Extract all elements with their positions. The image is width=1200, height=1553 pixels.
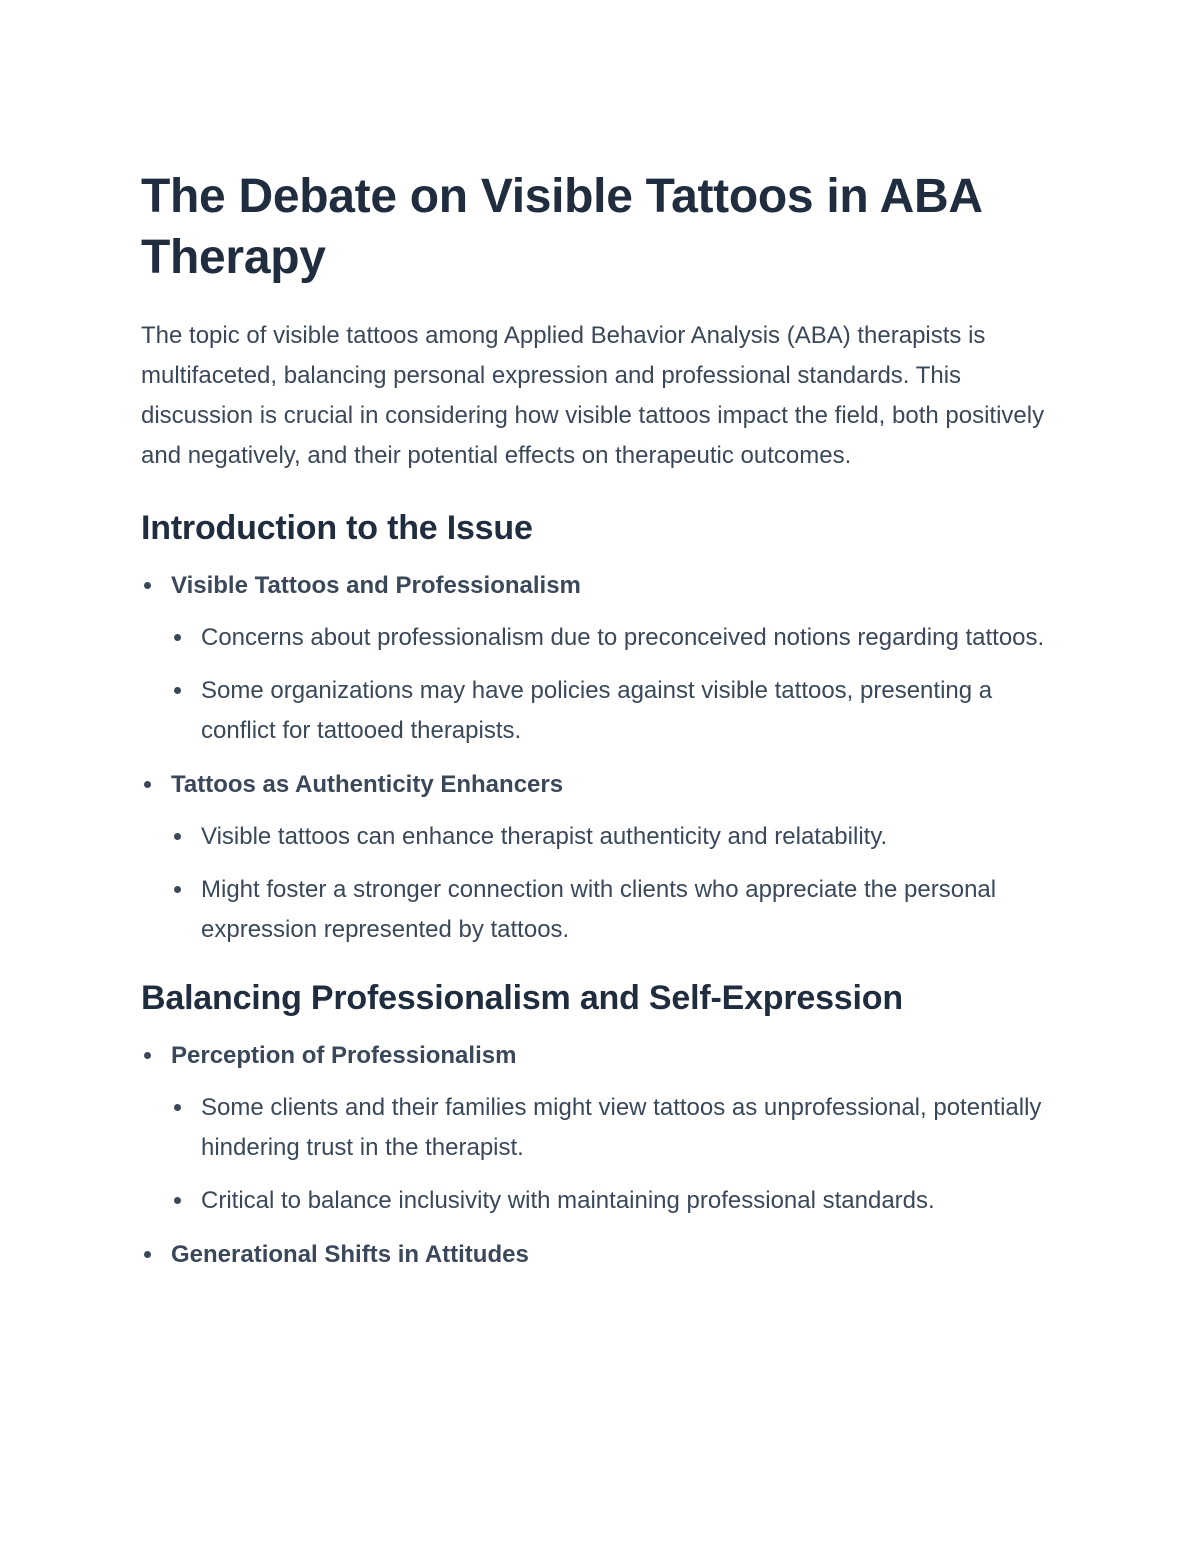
section-heading: Balancing Professionalism and Self-Expression (141, 979, 903, 1017)
sub-list-item-text: Might foster a stronger connection with clients who appreciate the personal expression represented by tattoos. (201, 876, 997, 943)
sub-list (171, 618, 1071, 751)
sub-list-item (171, 618, 1071, 658)
bullet-icon (174, 886, 181, 893)
sub-list-item-text: Visible tattoos can enhance therapist authenticity and relatability. (201, 823, 888, 850)
bullet-icon (174, 1104, 181, 1111)
list-item-label: Visible Tattoos and Professionalism (171, 572, 581, 599)
document-title: The Debate on Visible Tattoos in ABA Therapy (141, 170, 981, 284)
section-list (141, 566, 1071, 950)
bullet-icon (144, 781, 151, 788)
list-item-label: Generational Shifts in Attitudes (171, 1241, 529, 1268)
list-item (141, 566, 1071, 751)
intro-paragraph: The topic of visible tattoos among Applied Behavior Analysis (ABA) therapists is multifaceted, balancing personal expression and professional standards. This discussion is crucial in considering how visible tattoos impact the field, both positively and negatively, and their potential effects on therapeutic outcomes. (141, 322, 1045, 469)
sub-list-item-text: Some clients and their families might view tattoos as unprofessional, potentially hindering trust in the therapist. (201, 1094, 1042, 1161)
list-item (141, 765, 1071, 950)
sub-list (171, 817, 1071, 950)
list-item-label: Tattoos as Authenticity Enhancers (171, 771, 564, 798)
sub-list-item (171, 1181, 1071, 1221)
list-item (141, 1036, 1071, 1221)
sub-list-item (171, 671, 1071, 751)
bullet-icon (144, 582, 151, 589)
sub-list-item (171, 870, 1071, 950)
section-list (141, 1036, 1071, 1275)
bullet-icon (174, 634, 181, 641)
list-item (141, 1235, 1071, 1275)
list-item-label: Perception of Professionalism (171, 1042, 517, 1069)
bullet-icon (174, 1197, 181, 1204)
sub-list-item (171, 817, 1071, 857)
bullet-icon (174, 833, 181, 840)
section-heading: Introduction to the Issue (141, 509, 533, 547)
sub-list-item (171, 1088, 1071, 1168)
bullet-icon (144, 1251, 151, 1258)
document-page (141, 166, 1071, 1275)
bullet-icon (174, 687, 181, 694)
bullet-icon (144, 1052, 151, 1059)
sub-list-item-text: Some organizations may have policies against visible tattoos, presenting a conflict for tattooed therapists. (201, 677, 993, 744)
sub-list (171, 1088, 1071, 1221)
sub-list-item-text: Critical to balance inclusivity with maintaining professional standards. (201, 1187, 935, 1214)
sub-list-item-text: Concerns about professionalism due to preconceived notions regarding tattoos. (201, 624, 1045, 651)
